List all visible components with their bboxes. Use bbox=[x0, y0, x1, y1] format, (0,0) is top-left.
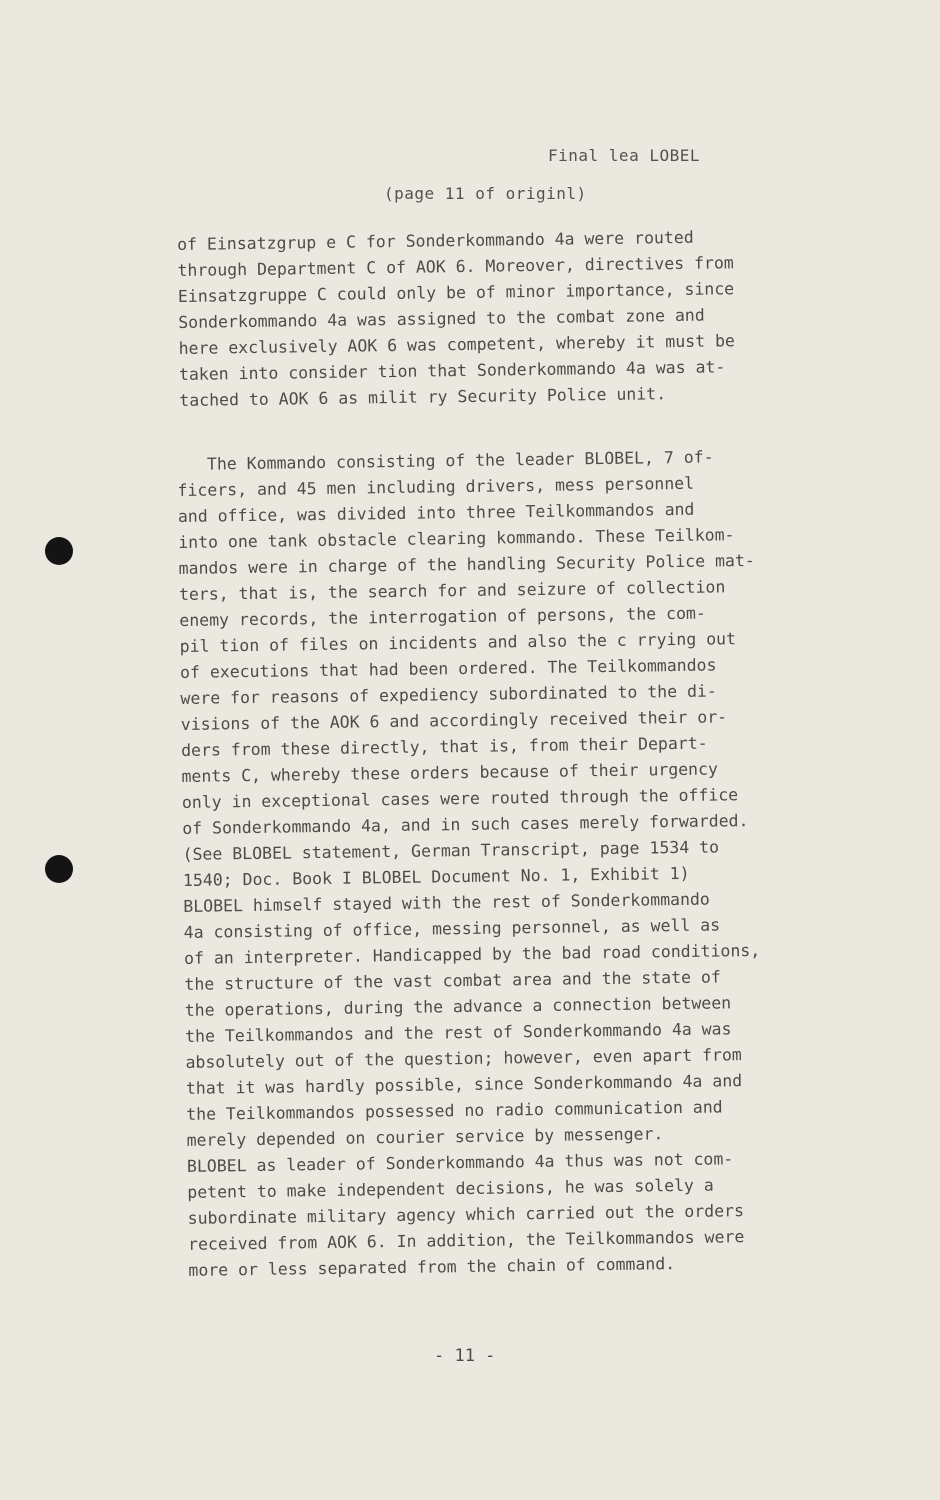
text-line: the operations, during the advance a connection between bbox=[184, 993, 732, 1020]
text-line: BLOBEL himself stayed with the rest of Sonderkommando bbox=[183, 889, 710, 916]
text-line: more or less separated from the chain of command. bbox=[188, 1254, 676, 1280]
text-line: and office, was divided into three Teilkommandos and bbox=[177, 499, 695, 526]
text-line: of executions that had been ordered. The Teilkommandos bbox=[179, 655, 717, 682]
text-line: the Teilkommandos and the rest of Sonderkommando 4a was bbox=[185, 1019, 732, 1046]
text-line: 4a consisting of office, messing personnel, as well as bbox=[183, 915, 721, 942]
text-line: absolutely out of the question; however, even apart from bbox=[185, 1045, 742, 1072]
text-line: ments C, whereby these orders because of their urgency bbox=[181, 759, 719, 786]
document-title: Final lea LOBEL bbox=[548, 146, 700, 165]
text-line: BLOBEL as leader of Sonderkommando 4a thus was not com- bbox=[186, 1149, 734, 1176]
text-line: of Sonderkommando 4a, and in such cases merely forwarded. bbox=[182, 811, 749, 838]
text-line: only in exceptional cases were routed through the office bbox=[181, 785, 739, 812]
text-line: ders from these directly, that is, from their Depart- bbox=[181, 733, 708, 760]
punch-hole bbox=[45, 537, 73, 565]
text-line: pil tion of files on incidents and also the c rrying out bbox=[179, 629, 737, 656]
document-subtitle: (page 11 of originl) bbox=[384, 184, 587, 203]
text-line: of Einsatzgrup e C for Sonderkommando 4a were routed bbox=[177, 227, 694, 254]
text-line: here exclusively AOK 6 was competent, whereby it must be bbox=[178, 331, 736, 358]
text-line: mandos were in charge of the handling Security Police mat- bbox=[178, 550, 755, 578]
text-line: of an interpreter. Handicapped by the bad road conditions, bbox=[183, 940, 761, 968]
text-line: petent to make independent decisions, he was solely a bbox=[187, 1175, 714, 1202]
text-line: ficers, and 45 men including drivers, mess personnel bbox=[177, 473, 695, 500]
text-line: ters, that is, the search for and seizure of collection bbox=[178, 577, 726, 604]
text-line: through Department C of AOK 6. Moreover, directives from bbox=[177, 253, 734, 280]
text-line: were for reasons of expediency subordinated to the di- bbox=[180, 681, 717, 708]
text-line: (See BLOBEL statement, German Transcript, page 1534 to bbox=[182, 837, 720, 864]
text-line: 1540; Doc. Book I BLOBEL Document No. 1, Exhibit 1) bbox=[182, 863, 690, 890]
text-line: received from AOK 6. In addition, the Teilkommandos were bbox=[187, 1227, 745, 1254]
punch-hole bbox=[45, 855, 73, 883]
text-line: the Teilkommandos possessed no radio communication and bbox=[186, 1097, 723, 1124]
text-line: the structure of the vast combat area and the state of bbox=[184, 967, 721, 994]
text-line: taken into consider tion that Sonderkommando 4a was at- bbox=[178, 357, 726, 384]
text-line: visions of the AOK 6 and accordingly received their or- bbox=[180, 707, 728, 734]
text-line: enemy records, the interrogation of persons, the com- bbox=[179, 603, 706, 630]
text-line: that it was hardly possible, since Sonderkommando 4a and bbox=[185, 1071, 743, 1098]
text-line: Einsatzgruppe C could only be of minor importance, since bbox=[177, 279, 735, 306]
paragraph-2 bbox=[177, 442, 879, 1284]
text-line: The Kommando consisting of the leader BLOBEL, 7 of- bbox=[177, 447, 714, 474]
page-number: - 11 - bbox=[434, 1346, 496, 1366]
text-line: Sonderkommando 4a was assigned to the combat zone and bbox=[178, 305, 705, 332]
text-line: subordinate military agency which carried out the orders bbox=[187, 1201, 745, 1228]
text-line: into one tank obstacle clearing kommando. These Teilkom- bbox=[178, 525, 735, 552]
paragraph-1 bbox=[177, 222, 869, 414]
text-line: merely depended on courier service by messenger. bbox=[186, 1124, 664, 1150]
text-line: tached to AOK 6 as milit ry Security Police unit. bbox=[179, 384, 667, 410]
